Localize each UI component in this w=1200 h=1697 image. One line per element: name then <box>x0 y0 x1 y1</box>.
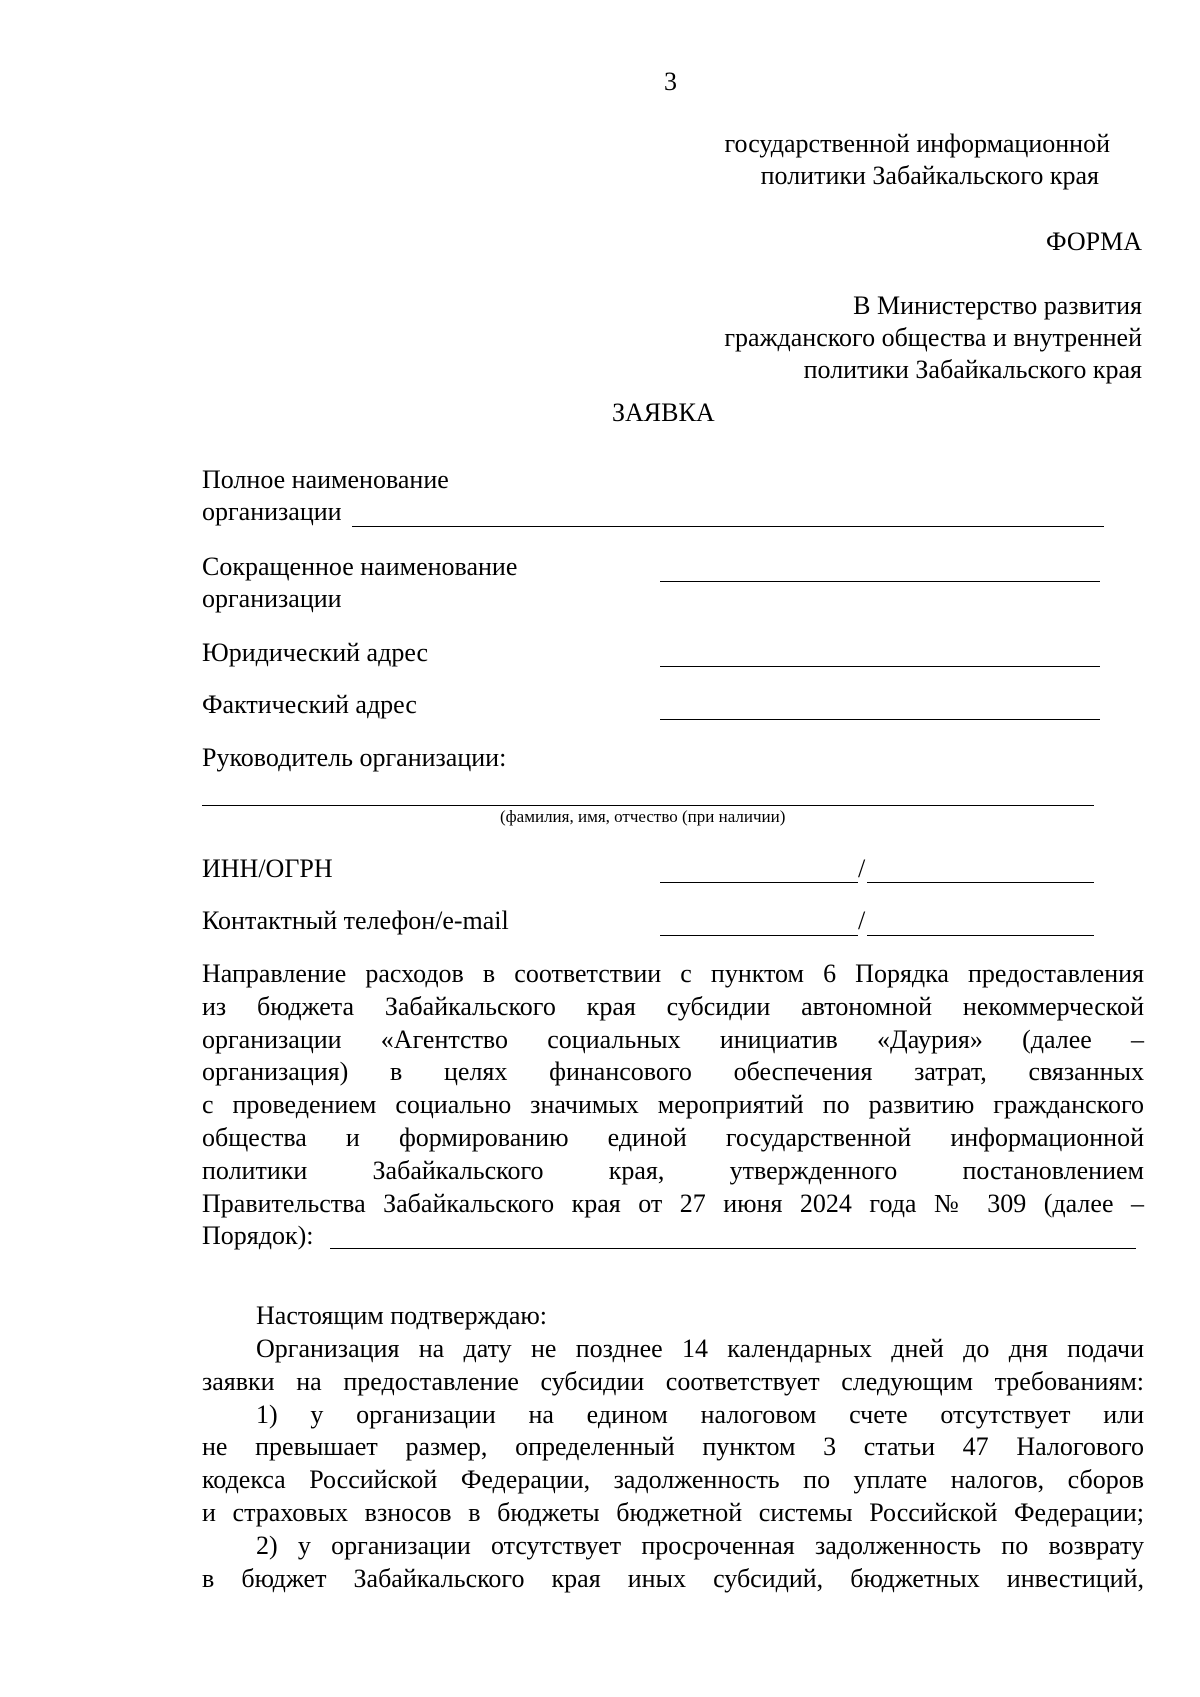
legal-address-label: Юридический адрес <box>202 638 429 667</box>
addressee-line-2: гражданского общества и внутренней <box>724 323 1142 352</box>
full-name-input-line[interactable] <box>352 526 1104 527</box>
actual-address-input-line[interactable] <box>660 719 1100 720</box>
addressee-line-3: политики Забайкальского края <box>803 355 1142 384</box>
requirement-line: Организация на дату не позднее 14 календарных дней до дня подачи <box>256 1334 1144 1363</box>
paragraph-line: Направление расходов в соответствии с пунктом 6 Порядка предоставления <box>202 959 1144 988</box>
legal-address-input-line[interactable] <box>660 666 1100 667</box>
paragraph-line: Правительства Забайкальского края от 27 июня 2024 года № 309 (далее – <box>202 1188 1144 1218</box>
requirement-line: в бюджет Забайкальского края иных субсидий, бюджетных инвестиций, <box>202 1563 1144 1593</box>
requirement-line: кодекса Российской Федерации, задолженность по уплате налогов, сборов <box>202 1465 1144 1495</box>
paragraph-line: общества и формированию единой государственной информационной <box>202 1122 1144 1152</box>
direction-paragraph <box>202 958 1144 1253</box>
actual-address-label: Фактический адрес <box>202 690 417 719</box>
short-name-label-1: Сокращенное наименование <box>202 552 518 581</box>
requirements-paragraph <box>202 1333 1144 1595</box>
full-name-label-2: организации <box>202 497 342 526</box>
email-input-line[interactable] <box>867 935 1094 936</box>
paragraph-line: организация) в целях финансового обеспечения затрат, связанных <box>202 1057 1144 1087</box>
paragraph-line: политики Забайкальского края, утвержденного постановлением <box>202 1155 1144 1185</box>
requirement-line: не превышает размер, определенный пунктом 3 статьи 47 Налогового <box>202 1432 1144 1462</box>
paragraph-line: из бюджета Забайкальского края субсидии автономной некоммерческой <box>202 991 1144 1021</box>
inn-ogrn-label: ИНН/ОГРН <box>202 854 333 883</box>
head-caption: (фамилия, имя, отчество (при наличии) <box>500 807 786 826</box>
short-name-label-2: организации <box>202 584 342 613</box>
paragraph-line: организации «Агентство социальных инициатив «Даурия» (далее – <box>202 1024 1144 1054</box>
requirement-line: заявки на предоставление субсидии соответствует следующим требованиям: <box>202 1366 1144 1396</box>
header-continuation-line-2: политики Забайкальского края <box>760 161 1099 190</box>
requirement-line: 1) у организации на едином налоговом счете отсутствует или <box>256 1399 1144 1429</box>
form-label: ФОРМА <box>1046 227 1142 256</box>
inn-ogrn-separator: / <box>858 854 866 883</box>
ogrn-input-line[interactable] <box>867 882 1094 883</box>
header-continuation-line-1: государственной информационной <box>724 129 1110 158</box>
page-number: 3 <box>664 67 677 96</box>
short-name-input-line[interactable] <box>660 581 1100 582</box>
contact-separator: / <box>858 906 866 935</box>
direction-input-line[interactable] <box>330 1248 1136 1249</box>
paragraph-line: Порядок): <box>202 1221 314 1251</box>
contact-label: Контактный телефон/e-mail <box>202 906 509 935</box>
addressee-line-1: В Министерство развития <box>853 291 1142 320</box>
paragraph-line: с проведением социально значимых мероприятий по развитию гражданского <box>202 1090 1144 1120</box>
inn-input-line[interactable] <box>660 882 858 883</box>
head-label: Руководитель организации: <box>202 743 507 772</box>
confirm-heading: Настоящим подтверждаю: <box>256 1301 548 1330</box>
full-name-label-1: Полное наименование <box>202 465 449 494</box>
phone-input-line[interactable] <box>660 935 858 936</box>
requirement-line: и страховых взносов в бюджеты бюджетной системы Российской Федерации; <box>202 1497 1144 1527</box>
document-title: ЗАЯВКА <box>612 398 715 427</box>
requirement-line: 2) у организации отсутствует просроченная задолженность по возврату <box>256 1530 1144 1560</box>
